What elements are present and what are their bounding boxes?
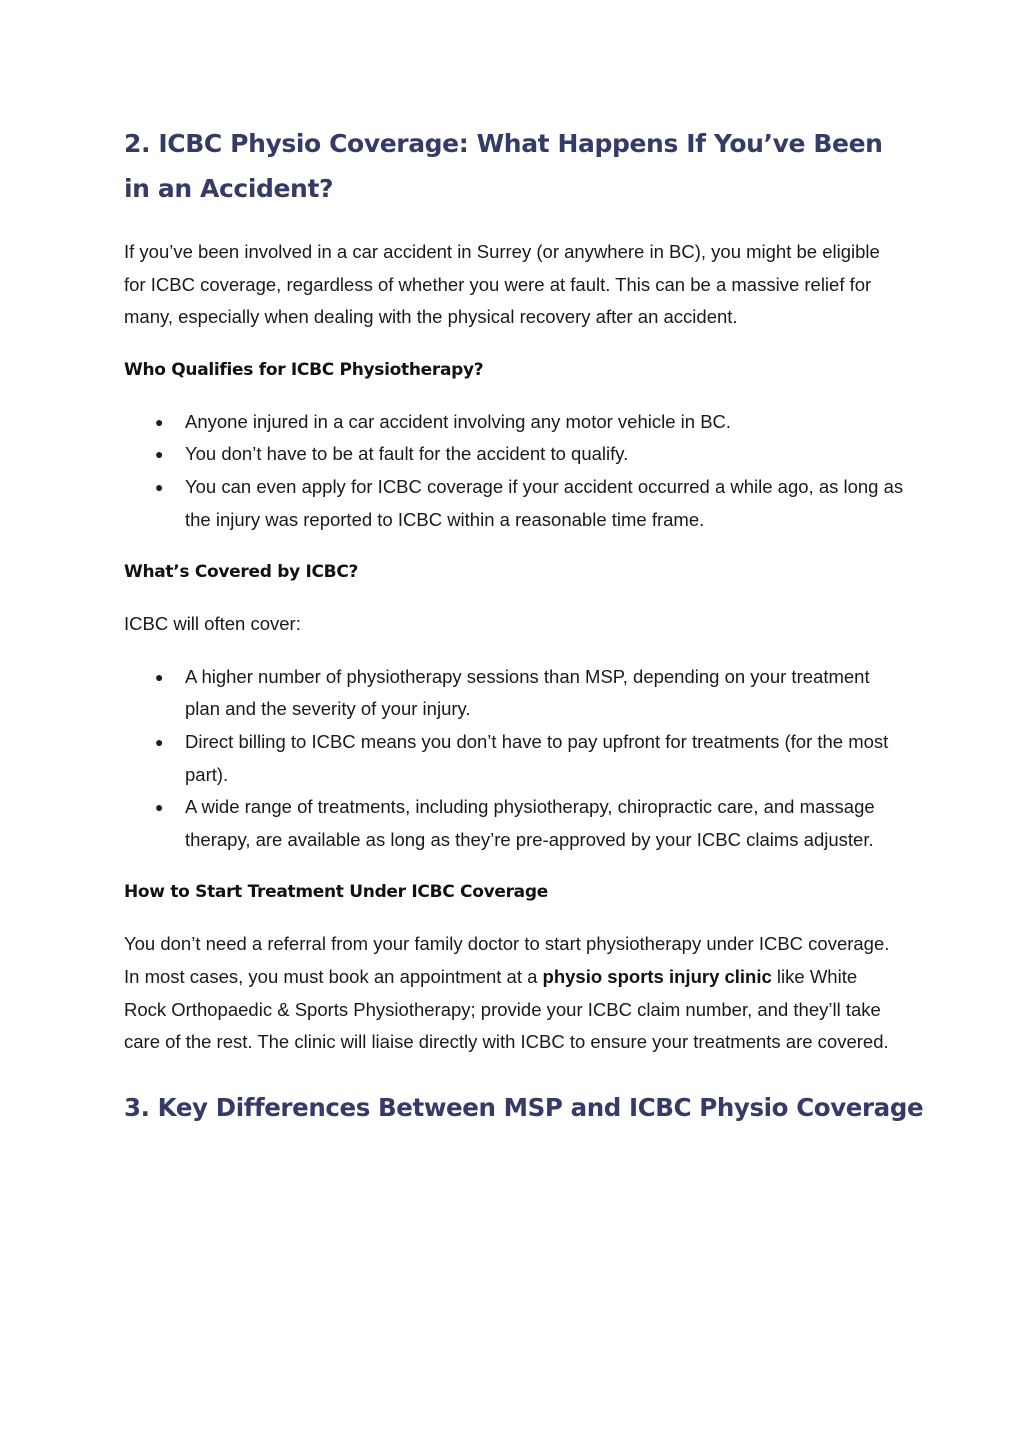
qualifies-subheading: Who Qualifies for ICBC Physiotherapy? [124, 359, 484, 380]
start-treatment-text-before: You don’t need a referral from your family doctor to start physiotherapy under ICBC coverage. In most cases, you must book an appointment at a [124, 933, 890, 987]
bullet-icon: ● [155, 799, 164, 816]
list-item [124, 406, 904, 439]
section-2-intro-paragraph: If you’ve been involved in a car accident in Surrey (or anywhere in BC), you might be eligible for ICBC coverage, regardless of whether you were at fault. This can be a massive relief for many, especially when dealing with the physical recovery after an accident. [124, 241, 880, 328]
section-2-heading: 2. ICBC Physio Coverage: What Happens If You’ve Been in an Accident? [124, 129, 883, 203]
list-item [124, 438, 904, 471]
list-item-text: A higher number of physiotherapy sessions than MSP, depending on your treatment plan and the severity of your injury. [185, 665, 870, 720]
bullet-icon: ● [155, 733, 164, 750]
list-item [124, 791, 904, 856]
list-item-text: A wide range of treatments, including physiotherapy, chiropractic care, and massage therapy, are available as long as they’re pre-approved by your ICBC claims adjuster. [185, 796, 875, 850]
bullet-icon: ● [155, 478, 164, 495]
qualifies-list [124, 406, 904, 536]
bullet-icon: ● [155, 446, 164, 463]
covered-list [124, 661, 904, 857]
list-item-text: Direct billing to ICBC means you don’t have to pay upfront for treatments (for the most part). [185, 730, 889, 785]
list-item-text: Anyone injured in a car accident involving any motor vehicle in BC. [185, 410, 732, 432]
start-treatment-subheading: How to Start Treatment Under ICBC Coverage [124, 882, 548, 903]
list-item [124, 471, 904, 536]
covered-lead-paragraph: ICBC will often cover: [124, 613, 301, 635]
covered-subheading: What’s Covered by ICBC? [124, 562, 359, 583]
bullet-icon: ● [155, 668, 164, 685]
clinic-type-bold-text: physio sports injury clinic [542, 965, 772, 987]
section-3-heading: 3. Key Differences Between MSP and ICBC Physio Coverage [124, 1092, 924, 1122]
list-item-text: You can even apply for ICBC coverage if your accident occurred a while ago, as long as the injury was reported to ICBC within a reasonable time frame. [185, 475, 904, 530]
list-item-text: You don’t have to be at fault for the accident to qualify. [185, 443, 629, 465]
bullet-icon: ● [155, 413, 164, 430]
list-item [124, 661, 904, 726]
start-treatment-paragraph [124, 928, 904, 1058]
start-treatment-text-after: like White Rock Orthopaedic & Sports Physiotherapy; provide your ICBC claim number, and they’ll take care of the rest. The clinic will liaise directly with ICBC to ensure your treatments are covered. [124, 965, 889, 1053]
list-item [124, 726, 904, 791]
